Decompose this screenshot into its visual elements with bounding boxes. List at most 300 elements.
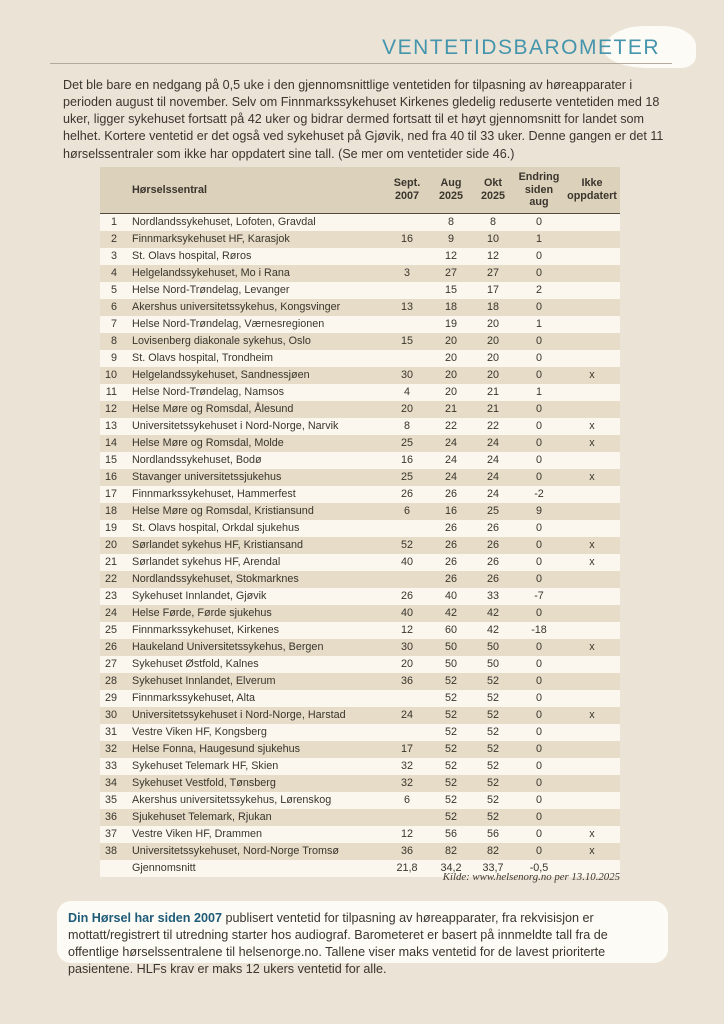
value-aug-2025: 60 bbox=[430, 622, 472, 639]
hospital-name: Vestre Viken HF, Drammen bbox=[126, 826, 384, 843]
table-row bbox=[100, 571, 620, 588]
table-row bbox=[100, 367, 620, 384]
value-endring: 0 bbox=[514, 435, 564, 452]
value-sept-2007: 21,8 bbox=[384, 860, 430, 877]
page-title: VENTETIDSBAROMETER bbox=[382, 36, 660, 59]
value-sept-2007: 12 bbox=[384, 622, 430, 639]
header-endring: Endring siden aug bbox=[514, 167, 564, 214]
value-aug-2025: 20 bbox=[430, 367, 472, 384]
hospital-name: Akershus universitetssykehus, Lørenskog bbox=[126, 792, 384, 809]
value-aug-2025: 26 bbox=[430, 486, 472, 503]
value-okt-2025: 22 bbox=[472, 418, 514, 435]
value-endring: 0 bbox=[514, 656, 564, 673]
hospital-name: Universitetssykehuset i Nord-Norge, Narvik bbox=[126, 418, 384, 435]
row-number: 17 bbox=[100, 486, 126, 503]
value-sept-2007: 26 bbox=[384, 588, 430, 605]
footer-lead: Din Hørsel har siden 2007 bbox=[68, 911, 222, 925]
value-okt-2025: 52 bbox=[472, 775, 514, 792]
header-aug-2025: Aug 2025 bbox=[430, 167, 472, 214]
table-row bbox=[100, 690, 620, 707]
table-row bbox=[100, 435, 620, 452]
row-number: 25 bbox=[100, 622, 126, 639]
ikke-oppdatert-mark: x bbox=[564, 418, 620, 435]
value-okt-2025: 50 bbox=[472, 639, 514, 656]
ikke-oppdatert-mark bbox=[564, 333, 620, 350]
header-okt-2025: Okt 2025 bbox=[472, 167, 514, 214]
value-aug-2025: 20 bbox=[430, 350, 472, 367]
row-number: 34 bbox=[100, 775, 126, 792]
row-number: 37 bbox=[100, 826, 126, 843]
value-endring: -7 bbox=[514, 588, 564, 605]
table-row bbox=[100, 486, 620, 503]
row-number: 1 bbox=[100, 214, 126, 231]
header-ikke-oppdatert: Ikke oppdatert bbox=[564, 167, 620, 214]
value-okt-2025: 52 bbox=[472, 707, 514, 724]
row-number: 11 bbox=[100, 384, 126, 401]
table-row bbox=[100, 639, 620, 656]
footer-text: publisert ventetid for tilpasning av høreapparater, fra rekvisisjon er mottatt/registrert til utredning starter hos audiograf. Barometeret er basert på innmeldte tall fra de offentlige hørselssentralene til helsenorge.no. Tallene viser maks ventetid for de lavest prioriterte pasientene. HLFs krav er maks 12 ukers ventetid for alle. bbox=[68, 911, 608, 976]
value-sept-2007 bbox=[384, 248, 430, 265]
value-aug-2025: 24 bbox=[430, 452, 472, 469]
table-row bbox=[100, 792, 620, 809]
table-row bbox=[100, 809, 620, 826]
value-sept-2007: 16 bbox=[384, 231, 430, 248]
table-row bbox=[100, 758, 620, 775]
value-endring: 0 bbox=[514, 707, 564, 724]
value-aug-2025: 52 bbox=[430, 690, 472, 707]
table-row bbox=[100, 741, 620, 758]
value-okt-2025: 24 bbox=[472, 452, 514, 469]
value-endring: 0 bbox=[514, 248, 564, 265]
value-sept-2007 bbox=[384, 809, 430, 826]
title-divider bbox=[50, 63, 672, 64]
value-okt-2025: 20 bbox=[472, 350, 514, 367]
ikke-oppdatert-mark bbox=[564, 231, 620, 248]
value-sept-2007: 25 bbox=[384, 469, 430, 486]
hospital-name: Sykehuset Vestfold, Tønsberg bbox=[126, 775, 384, 792]
row-number: 36 bbox=[100, 809, 126, 826]
value-okt-2025: 52 bbox=[472, 724, 514, 741]
row-number: 3 bbox=[100, 248, 126, 265]
value-endring: 0 bbox=[514, 469, 564, 486]
value-okt-2025: 12 bbox=[472, 248, 514, 265]
value-aug-2025: 52 bbox=[430, 758, 472, 775]
value-aug-2025: 52 bbox=[430, 724, 472, 741]
ikke-oppdatert-mark: x bbox=[564, 554, 620, 571]
value-okt-2025: 27 bbox=[472, 265, 514, 282]
table-row bbox=[100, 724, 620, 741]
ikke-oppdatert-mark bbox=[564, 588, 620, 605]
row-number: 29 bbox=[100, 690, 126, 707]
value-sept-2007: 32 bbox=[384, 758, 430, 775]
hospital-name: Lovisenberg diakonale sykehus, Oslo bbox=[126, 333, 384, 350]
hospital-name: St. Olavs hospital, Trondheim bbox=[126, 350, 384, 367]
value-sept-2007 bbox=[384, 316, 430, 333]
value-endring: 0 bbox=[514, 775, 564, 792]
value-endring: 0 bbox=[514, 724, 564, 741]
value-aug-2025: 18 bbox=[430, 299, 472, 316]
value-aug-2025: 26 bbox=[430, 571, 472, 588]
hospital-name: Helse Møre og Romsdal, Kristiansund bbox=[126, 503, 384, 520]
value-okt-2025: 42 bbox=[472, 622, 514, 639]
value-endring: 0 bbox=[514, 452, 564, 469]
value-okt-2025: 26 bbox=[472, 554, 514, 571]
value-sept-2007 bbox=[384, 282, 430, 299]
row-number: 27 bbox=[100, 656, 126, 673]
value-sept-2007: 25 bbox=[384, 435, 430, 452]
value-aug-2025: 8 bbox=[430, 214, 472, 231]
ikke-oppdatert-mark bbox=[564, 673, 620, 690]
row-number: 18 bbox=[100, 503, 126, 520]
hospital-name: Finnmarkssykehuset, Kirkenes bbox=[126, 622, 384, 639]
value-endring: -0,5 bbox=[514, 860, 564, 877]
hospital-name: Sørlandet sykehus HF, Kristiansand bbox=[126, 537, 384, 554]
row-number: 22 bbox=[100, 571, 126, 588]
value-endring: 0 bbox=[514, 690, 564, 707]
row-number: 23 bbox=[100, 588, 126, 605]
value-aug-2025: 16 bbox=[430, 503, 472, 520]
value-aug-2025: 24 bbox=[430, 469, 472, 486]
value-endring: 0 bbox=[514, 741, 564, 758]
table-row bbox=[100, 656, 620, 673]
row-number: 31 bbox=[100, 724, 126, 741]
value-sept-2007: 6 bbox=[384, 792, 430, 809]
value-sept-2007: 52 bbox=[384, 537, 430, 554]
value-endring: 0 bbox=[514, 554, 564, 571]
value-endring: 0 bbox=[514, 520, 564, 537]
ikke-oppdatert-mark bbox=[564, 316, 620, 333]
hospital-name: Universitetssykehuset, Nord-Norge Tromsø bbox=[126, 843, 384, 860]
value-aug-2025: 52 bbox=[430, 707, 472, 724]
hospital-name: Helgelandssykehuset, Mo i Rana bbox=[126, 265, 384, 282]
value-sept-2007: 30 bbox=[384, 639, 430, 656]
table-row bbox=[100, 384, 620, 401]
row-number: 7 bbox=[100, 316, 126, 333]
value-aug-2025: 20 bbox=[430, 333, 472, 350]
value-okt-2025: 24 bbox=[472, 435, 514, 452]
hospital-name: Nordlandssykehuset, Lofoten, Gravdal bbox=[126, 214, 384, 231]
hospital-name: Helse Fonna, Haugesund sjukehus bbox=[126, 741, 384, 758]
value-endring: 0 bbox=[514, 673, 564, 690]
value-okt-2025: 82 bbox=[472, 843, 514, 860]
value-sept-2007: 6 bbox=[384, 503, 430, 520]
hospital-name: Gjennomsnitt bbox=[126, 860, 384, 877]
table-row bbox=[100, 333, 620, 350]
value-sept-2007: 32 bbox=[384, 775, 430, 792]
value-endring: 0 bbox=[514, 333, 564, 350]
value-sept-2007: 3 bbox=[384, 265, 430, 282]
value-sept-2007: 16 bbox=[384, 452, 430, 469]
table-row bbox=[100, 775, 620, 792]
row-number: 8 bbox=[100, 333, 126, 350]
value-aug-2025: 52 bbox=[430, 809, 472, 826]
value-sept-2007 bbox=[384, 724, 430, 741]
value-endring: 9 bbox=[514, 503, 564, 520]
row-number: 4 bbox=[100, 265, 126, 282]
value-okt-2025: 25 bbox=[472, 503, 514, 520]
hospital-name: Akershus universitetssykehus, Kongsvinger bbox=[126, 299, 384, 316]
hospital-name: Universitetssykehuset i Nord-Norge, Harstad bbox=[126, 707, 384, 724]
header-sept-2007: Sept. 2007 bbox=[384, 167, 430, 214]
row-number: 20 bbox=[100, 537, 126, 554]
hospital-name: Helse Nord-Trøndelag, Levanger bbox=[126, 282, 384, 299]
hospital-name: Finnmarkssykehuset, Alta bbox=[126, 690, 384, 707]
value-okt-2025: 52 bbox=[472, 673, 514, 690]
hospital-name: Sjukehuset Telemark, Rjukan bbox=[126, 809, 384, 826]
ikke-oppdatert-mark bbox=[564, 690, 620, 707]
value-sept-2007: 4 bbox=[384, 384, 430, 401]
waiting-time-table-wrap bbox=[100, 167, 620, 877]
table-row bbox=[100, 248, 620, 265]
ikke-oppdatert-mark bbox=[564, 792, 620, 809]
value-endring: 0 bbox=[514, 571, 564, 588]
table-row bbox=[100, 282, 620, 299]
value-okt-2025: 52 bbox=[472, 809, 514, 826]
hospital-name: Finnmarksykehuset HF, Karasjok bbox=[126, 231, 384, 248]
ikke-oppdatert-mark bbox=[564, 809, 620, 826]
hospital-name: Helse Nord-Trøndelag, Namsos bbox=[126, 384, 384, 401]
value-aug-2025: 52 bbox=[430, 792, 472, 809]
value-endring: 0 bbox=[514, 265, 564, 282]
value-aug-2025: 19 bbox=[430, 316, 472, 333]
table-row bbox=[100, 265, 620, 282]
value-endring: 0 bbox=[514, 350, 564, 367]
ikke-oppdatert-mark bbox=[564, 299, 620, 316]
value-aug-2025: 15 bbox=[430, 282, 472, 299]
value-sept-2007: 36 bbox=[384, 843, 430, 860]
value-okt-2025: 50 bbox=[472, 656, 514, 673]
ikke-oppdatert-mark bbox=[564, 248, 620, 265]
hospital-name: Nordlandssykehuset, Stokmarknes bbox=[126, 571, 384, 588]
row-number: 12 bbox=[100, 401, 126, 418]
ikke-oppdatert-mark: x bbox=[564, 707, 620, 724]
hospital-name: Helgelandssykehuset, Sandnessjøen bbox=[126, 367, 384, 384]
table-header bbox=[100, 167, 620, 214]
value-aug-2025: 9 bbox=[430, 231, 472, 248]
row-number: 15 bbox=[100, 452, 126, 469]
ikke-oppdatert-mark bbox=[564, 622, 620, 639]
ikke-oppdatert-mark bbox=[564, 401, 620, 418]
table-row bbox=[100, 537, 620, 554]
row-number: 5 bbox=[100, 282, 126, 299]
value-endring: 0 bbox=[514, 401, 564, 418]
ikke-oppdatert-mark bbox=[564, 384, 620, 401]
table-row bbox=[100, 401, 620, 418]
value-sept-2007: 40 bbox=[384, 554, 430, 571]
table-row bbox=[100, 503, 620, 520]
value-endring: 0 bbox=[514, 214, 564, 231]
hospital-name: Helse Førde, Førde sjukehus bbox=[126, 605, 384, 622]
value-sept-2007: 36 bbox=[384, 673, 430, 690]
hospital-name: Haukeland Universitetssykehus, Bergen bbox=[126, 639, 384, 656]
value-okt-2025: 56 bbox=[472, 826, 514, 843]
intro-paragraph: Det ble bare en nedgang på 0,5 uke i den gjennomsnittlige ventetiden for tilpasning av høreapparater i perioden august til november. Selv om Finnmarkssykehuset Kirkenes gledelig reduserte ventetiden med 18 uker, ligger sykehuset fortsatt på 42 uker og bidrar dermed fortsatt til et høyt gjennomsnitt for landet som helhet. Kortere ventetid er det også ved sykehuset på Gjøvik, ned fra 40 til 33 uker. Denne gangen er det 11 hørselssentraler som ikke har oppdatert sine tall. (Se mer om ventetider side 46.) bbox=[63, 78, 664, 161]
row-number: 33 bbox=[100, 758, 126, 775]
value-endring: 0 bbox=[514, 809, 564, 826]
value-aug-2025: 21 bbox=[430, 401, 472, 418]
value-sept-2007: 17 bbox=[384, 741, 430, 758]
row-number: 24 bbox=[100, 605, 126, 622]
hospital-name: Sykehuset Innlandet, Gjøvik bbox=[126, 588, 384, 605]
row-number: 13 bbox=[100, 418, 126, 435]
value-aug-2025: 20 bbox=[430, 384, 472, 401]
row-number: 16 bbox=[100, 469, 126, 486]
value-sept-2007: 20 bbox=[384, 401, 430, 418]
table-row bbox=[100, 622, 620, 639]
ikke-oppdatert-mark bbox=[564, 571, 620, 588]
value-aug-2025: 50 bbox=[430, 656, 472, 673]
value-endring: 0 bbox=[514, 537, 564, 554]
value-endring: 1 bbox=[514, 316, 564, 333]
ikke-oppdatert-mark bbox=[564, 724, 620, 741]
header-hospital: Hørselssentral bbox=[126, 167, 384, 214]
value-endring: 0 bbox=[514, 418, 564, 435]
row-number: 28 bbox=[100, 673, 126, 690]
value-sept-2007 bbox=[384, 690, 430, 707]
table-row bbox=[100, 214, 620, 231]
value-sept-2007: 8 bbox=[384, 418, 430, 435]
value-aug-2025: 42 bbox=[430, 605, 472, 622]
table-row bbox=[100, 299, 620, 316]
value-aug-2025: 52 bbox=[430, 673, 472, 690]
row-number: 19 bbox=[100, 520, 126, 537]
value-endring: 0 bbox=[514, 367, 564, 384]
value-okt-2025: 33 bbox=[472, 588, 514, 605]
value-sept-2007: 24 bbox=[384, 707, 430, 724]
value-endring: 2 bbox=[514, 282, 564, 299]
value-okt-2025: 24 bbox=[472, 486, 514, 503]
ikke-oppdatert-mark bbox=[564, 775, 620, 792]
value-aug-2025: 50 bbox=[430, 639, 472, 656]
value-aug-2025: 26 bbox=[430, 537, 472, 554]
row-number: 2 bbox=[100, 231, 126, 248]
value-okt-2025: 17 bbox=[472, 282, 514, 299]
value-endring: 0 bbox=[514, 792, 564, 809]
ikke-oppdatert-mark: x bbox=[564, 537, 620, 554]
hospital-name: Sykehuset Innlandet, Elverum bbox=[126, 673, 384, 690]
value-aug-2025: 52 bbox=[430, 741, 472, 758]
ikke-oppdatert-mark bbox=[564, 520, 620, 537]
value-sept-2007: 30 bbox=[384, 367, 430, 384]
value-okt-2025: 26 bbox=[472, 537, 514, 554]
table-row bbox=[100, 707, 620, 724]
source-note: Kilde: www.helsenorg.no per 13.10.2025 bbox=[442, 871, 620, 883]
value-aug-2025: 52 bbox=[430, 775, 472, 792]
footer-info-box bbox=[57, 901, 668, 976]
table-row bbox=[100, 520, 620, 537]
ikke-oppdatert-mark bbox=[564, 503, 620, 520]
ikke-oppdatert-mark: x bbox=[564, 639, 620, 656]
value-okt-2025: 52 bbox=[472, 741, 514, 758]
value-aug-2025: 82 bbox=[430, 843, 472, 860]
ikke-oppdatert-mark: x bbox=[564, 435, 620, 452]
value-sept-2007: 15 bbox=[384, 333, 430, 350]
table-row bbox=[100, 826, 620, 843]
value-sept-2007: 26 bbox=[384, 486, 430, 503]
value-okt-2025: 20 bbox=[472, 367, 514, 384]
value-okt-2025: 18 bbox=[472, 299, 514, 316]
table-row bbox=[100, 316, 620, 333]
ikke-oppdatert-mark bbox=[564, 214, 620, 231]
row-number: 9 bbox=[100, 350, 126, 367]
row-number: 32 bbox=[100, 741, 126, 758]
table-row bbox=[100, 231, 620, 248]
value-okt-2025: 52 bbox=[472, 758, 514, 775]
value-endring: -2 bbox=[514, 486, 564, 503]
row-number: 30 bbox=[100, 707, 126, 724]
table-body bbox=[100, 214, 620, 877]
value-aug-2025: 26 bbox=[430, 520, 472, 537]
value-aug-2025: 12 bbox=[430, 248, 472, 265]
value-endring: 1 bbox=[514, 384, 564, 401]
value-aug-2025: 27 bbox=[430, 265, 472, 282]
row-number: 6 bbox=[100, 299, 126, 316]
value-endring: 0 bbox=[514, 639, 564, 656]
row-number: 14 bbox=[100, 435, 126, 452]
row-number: 35 bbox=[100, 792, 126, 809]
value-okt-2025: 24 bbox=[472, 469, 514, 486]
value-okt-2025: 26 bbox=[472, 520, 514, 537]
ikke-oppdatert-mark bbox=[564, 350, 620, 367]
hospital-name: Helse Nord-Trøndelag, Værnesregionen bbox=[126, 316, 384, 333]
hospital-name: Sykehuset Telemark HF, Skien bbox=[126, 758, 384, 775]
ikke-oppdatert-mark bbox=[564, 758, 620, 775]
value-aug-2025: 22 bbox=[430, 418, 472, 435]
ikke-oppdatert-mark: x bbox=[564, 469, 620, 486]
table-row bbox=[100, 673, 620, 690]
value-endring: -18 bbox=[514, 622, 564, 639]
ikke-oppdatert-mark bbox=[564, 452, 620, 469]
value-okt-2025: 21 bbox=[472, 401, 514, 418]
hospital-name: Stavanger universitetssjukehus bbox=[126, 469, 384, 486]
hospital-name: St. Olavs hospital, Orkdal sjukehus bbox=[126, 520, 384, 537]
hospital-name: Nordlandssykehuset, Bodø bbox=[126, 452, 384, 469]
hospital-name: Sørlandet sykehus HF, Arendal bbox=[126, 554, 384, 571]
value-endring: 0 bbox=[514, 843, 564, 860]
header-row-number bbox=[100, 167, 126, 214]
table-row bbox=[100, 843, 620, 860]
row-number: 10 bbox=[100, 367, 126, 384]
value-endring: 0 bbox=[514, 758, 564, 775]
value-okt-2025: 10 bbox=[472, 231, 514, 248]
value-sept-2007 bbox=[384, 214, 430, 231]
value-sept-2007: 12 bbox=[384, 826, 430, 843]
value-okt-2025: 52 bbox=[472, 690, 514, 707]
value-aug-2025: 34,2 bbox=[430, 860, 472, 877]
row-number: 38 bbox=[100, 843, 126, 860]
value-okt-2025: 20 bbox=[472, 316, 514, 333]
value-okt-2025: 8 bbox=[472, 214, 514, 231]
hospital-name: Helse Møre og Romsdal, Ålesund bbox=[126, 401, 384, 418]
value-sept-2007: 40 bbox=[384, 605, 430, 622]
ikke-oppdatert-mark bbox=[564, 741, 620, 758]
hospital-name: Finnmarkssykehuset, Hammerfest bbox=[126, 486, 384, 503]
table-row bbox=[100, 588, 620, 605]
value-aug-2025: 26 bbox=[430, 554, 472, 571]
row-number: 26 bbox=[100, 639, 126, 656]
value-sept-2007 bbox=[384, 350, 430, 367]
hospital-name: Vestre Viken HF, Kongsberg bbox=[126, 724, 384, 741]
value-okt-2025: 26 bbox=[472, 571, 514, 588]
value-sept-2007 bbox=[384, 520, 430, 537]
value-endring: 0 bbox=[514, 605, 564, 622]
hospital-name: Sykehuset Østfold, Kalnes bbox=[126, 656, 384, 673]
table-row bbox=[100, 452, 620, 469]
value-endring: 0 bbox=[514, 826, 564, 843]
value-okt-2025: 20 bbox=[472, 333, 514, 350]
value-aug-2025: 24 bbox=[430, 435, 472, 452]
value-sept-2007 bbox=[384, 571, 430, 588]
